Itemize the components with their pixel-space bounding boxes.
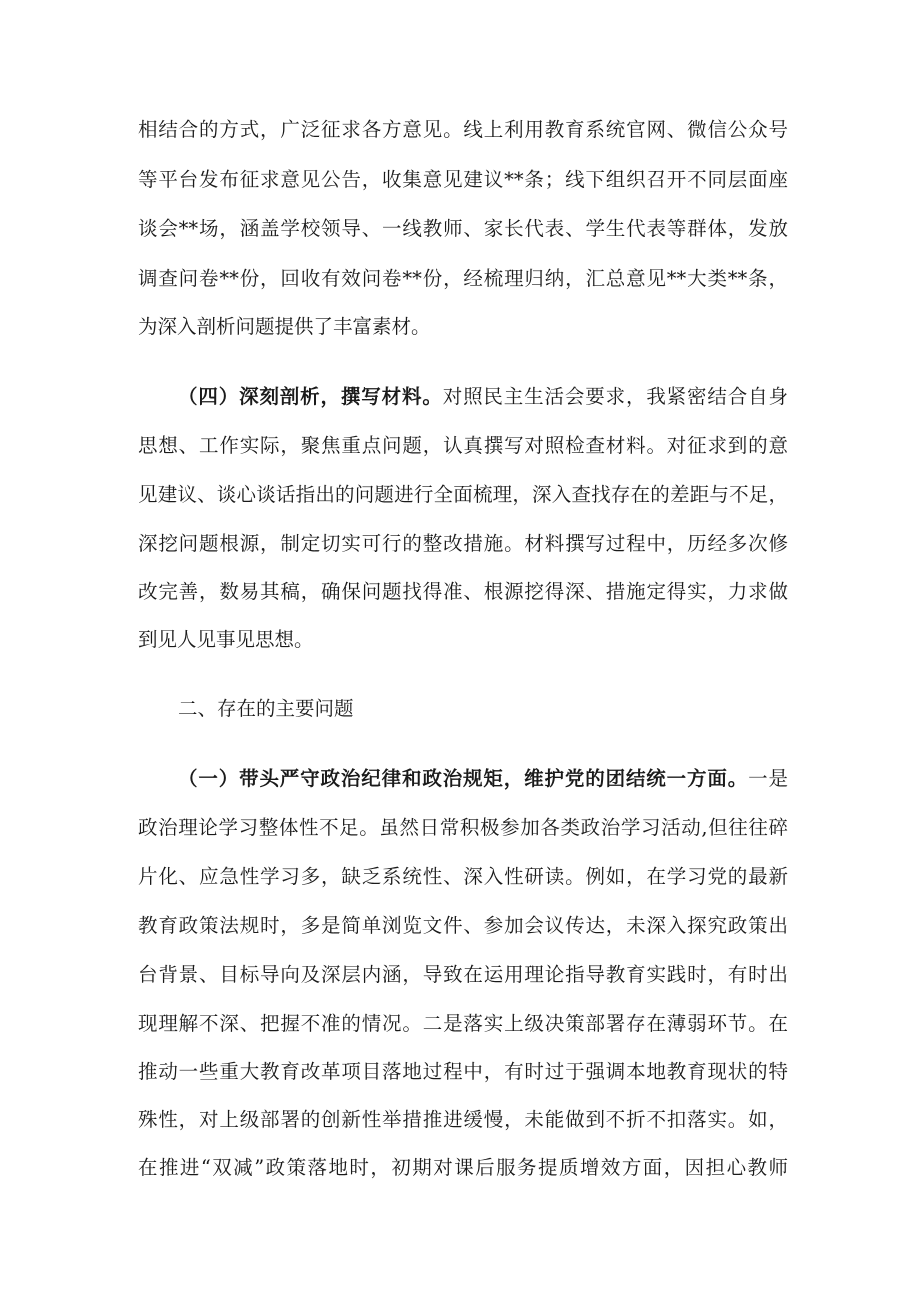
paragraph-3-line-3: 片化、应急性学习多，缺乏系统性、深入性研读。例如，在学习党的最新 (138, 865, 788, 888)
paragraph-3-line-1 (178, 766, 788, 792)
paragraph-2-title: （四）深刻剖析，撰写材料。 (178, 385, 443, 408)
paragraph-1-line-5: 为深入剖析问题提供了丰富素材。 (138, 315, 431, 338)
paragraph-2-line-2: 思想、工作实际，聚焦重点问题，认真撰写对照检查材料。对征求到的意 (138, 434, 788, 457)
paragraph-2-first-line-text: 对照民主生活会要求，我紧密结合自身 (442, 385, 788, 408)
paragraph-1-line-1: 相结合的方式，广泛征求各方意见。线上利用教育系统官网、微信公众号 (138, 118, 788, 141)
section-heading: 二、存在的主要问题 (178, 697, 354, 720)
paragraph-3-line-8: 殊性，对上级部署的创新性举措推进缓慢，未能做到不折不扣落实。如， (138, 1108, 788, 1131)
paragraph-3-first-line-text: 一是 (748, 767, 788, 790)
paragraph-3-line-6: 现理解不深、把握不准的情况。二是落实上级决策部署存在薄弱环节。在 (138, 1012, 788, 1035)
paragraph-3-line-9: 在推进“双减”政策落地时，初期对课后服务提质增效方面，因担心教师 (138, 1156, 788, 1179)
paragraph-1-line-4: 调查问卷**份，回收有效问卷**份，经梳理归纳，汇总意见**大类**条， (138, 267, 788, 290)
paragraph-2-line-3: 见建议、谈心谈话指出的问题进行全面梳理，深入查找存在的差距与不足， (138, 483, 788, 506)
paragraph-1-line-2: 等平台发布征求意见公告，收集意见建议**条；线下组织召开不同层面座 (138, 168, 788, 191)
paragraph-3-line-5: 台背景、目标导向及深层内涵，导致在运用理论指导教育实践时，有时出 (138, 963, 788, 986)
paragraph-2-line-5: 改完善，数易其稿，确保问题找得准、根源挖得深、措施定得实，力求做 (138, 580, 788, 603)
paragraph-3-line-7: 推动一些重大教育改革项目落地过程中，有时过于强调本地教育现状的特 (138, 1060, 788, 1083)
paragraph-3-line-2: 政治理论学习整体性不足。虽然日常积极参加各类政治学习活动,但往往碎 (138, 816, 788, 839)
paragraph-2-line-6: 到见人见事见思想。 (138, 628, 314, 651)
paragraph-3-line-4: 教育政策法规时，多是简单浏览文件、参加会议传达，未深入探究政策出 (138, 914, 788, 937)
paragraph-1-line-3: 谈会**场，涵盖学校领导、一线教师、家长代表、学生代表等群体，发放 (138, 217, 788, 240)
paragraph-2-line-4: 深挖问题根源，制定切实可行的整改措施。材料撰写过程中，历经多次修 (138, 532, 788, 555)
paragraph-2-line-1 (178, 384, 788, 410)
paragraph-3-title: （一）带头严守政治纪律和政治规矩，维护党的团结统一方面。 (178, 767, 749, 790)
